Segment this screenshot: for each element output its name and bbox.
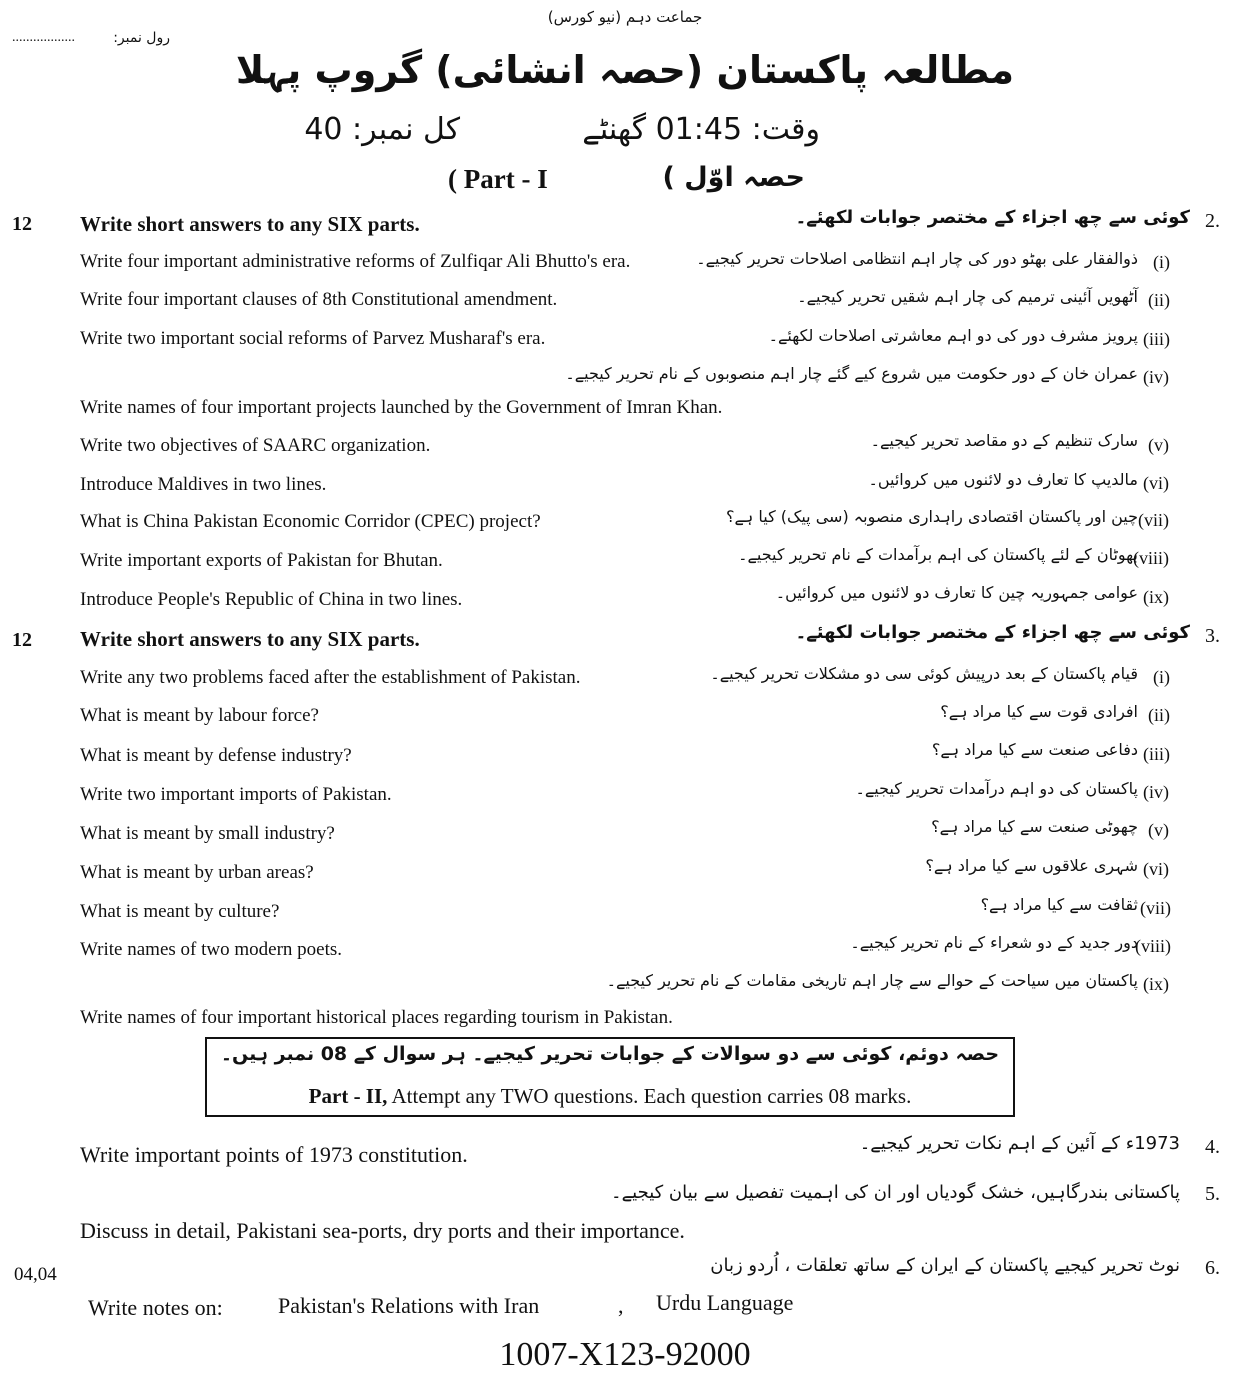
q3-part-vi-ur: شہری علاقوں سے کیا مراد ہے؟	[925, 856, 1138, 875]
part-two-label: Part - II,	[308, 1084, 388, 1108]
q3-part-vii-en: What is meant by culture?	[80, 901, 280, 922]
q6-marks: 04,04	[14, 1264, 57, 1285]
q2-part-viii-en: Write important exports of Pakistan for Bhutan.	[80, 550, 443, 571]
q3-marks: 12	[12, 629, 32, 651]
q3-part-vi-num: (vi)	[1143, 859, 1169, 879]
q3-part-iv-num: (iv)	[1143, 782, 1169, 802]
q6-topic-separator: ,	[618, 1293, 624, 1318]
q5-text-ur: پاکستانی بندرگاہیں، خشک گودیاں اور ان کی اہمیت تفصیل سے بیان کیجیے۔	[611, 1182, 1180, 1203]
q2-part-vi-ur: مالدیپ کا تعارف دو لائنوں میں کروائیں۔	[868, 470, 1138, 489]
q2-part-iv-ur: عمران خان کے دور حکومت میں شروع کیے گئے چار اہم منصوبوں کے نام تحریر کیجیے۔	[565, 364, 1138, 383]
q6-text-ur: نوٹ تحریر کیجیے پاکستان کے ایران کے ساتھ تعلقات ، اُردو زبان	[710, 1255, 1180, 1276]
q2-part-i-en: Write four important administrative reforms of Zulfiqar Ali Bhutto's era.	[80, 251, 631, 272]
q3-heading-ur: کوئی سے چھ اجزاء کے مختصر جوابات لکھئے۔	[795, 622, 1190, 643]
q3-part-viii-en: Write names of two modern poets.	[80, 939, 343, 960]
q2-part-viii-num: (viii)	[1133, 548, 1169, 568]
time-allowed: وقت: 01:45 گھنٹے	[582, 112, 820, 147]
q2-part-ii-en: Write four important clauses of 8th Constitutional amendment.	[80, 289, 558, 310]
q2-part-iii-num: (iii)	[1143, 329, 1170, 349]
q3-part-iv-en: Write two important imports of Pakistan.	[80, 784, 392, 805]
q6-notes-label: Write notes on:	[88, 1295, 223, 1320]
q3-part-v-num: (v)	[1148, 820, 1169, 840]
q2-part-vii-ur: چین اور پاکستان اقتصادی راہداری منصوبہ (سی پیک) کیا ہے؟	[726, 507, 1138, 526]
q2-part-vi-en: Introduce Maldives in two lines.	[80, 474, 327, 495]
q3-part-ii-num: (ii)	[1148, 705, 1170, 725]
q3-part-v-ur: چھوٹی صنعت سے کیا مراد ہے؟	[931, 817, 1138, 836]
q2-heading-ur: کوئی سے چھ اجزاء کے مختصر جوابات لکھئے۔	[795, 207, 1190, 228]
q4-text-ur: 1973ء کے آئین کے اہم نکات تحریر کیجیے۔	[859, 1133, 1180, 1154]
q3-part-vii-ur: ثقافت سے کیا مراد ہے؟	[980, 895, 1138, 914]
q2-part-iii-en: Write two important social reforms of Parvez Musharaf's era.	[80, 328, 546, 349]
q2-part-ix-en: Introduce People's Republic of China in two lines.	[80, 589, 463, 610]
q3-part-ii-ur: افرادی قوت سے کیا مراد ہے؟	[940, 702, 1138, 721]
q3-part-ix-ur: پاکستان میں سیاحت کے حوالے سے چار اہم تاریخی مقامات کے نام تحریر کیجیے۔	[606, 971, 1138, 990]
q2-part-v-ur: سارک تنظیم کے دو مقاصد تحریر کیجیے۔	[870, 431, 1138, 450]
q5-text-en: Discuss in detail, Pakistani sea-ports, dry ports and their importance.	[80, 1218, 685, 1243]
q6-topic-iran: Pakistan's Relations with Iran	[278, 1293, 540, 1318]
q2-part-v-num: (v)	[1148, 435, 1169, 455]
q3-part-iii-en: What is meant by defense industry?	[80, 745, 352, 766]
q6-topic-urdu-language: Urdu Language	[656, 1290, 794, 1315]
q4-text-en: Write important points of 1973 constitution.	[80, 1142, 468, 1167]
q2-part-iv-en: Write names of four important projects launched by the Government of Imran Khan.	[80, 397, 723, 418]
q2-part-i-ur: ذوالفقار علی بھٹو دور کی چار اہم انتظامی اصلاحات تحریر کیجیے۔	[696, 249, 1138, 268]
q2-part-ii-num: (ii)	[1148, 290, 1170, 310]
q3-part-iii-num: (iii)	[1143, 744, 1170, 764]
q2-part-v-en: Write two objectives of SAARC organization.	[80, 435, 431, 456]
q3-part-ix-num: (ix)	[1143, 974, 1169, 994]
part-one-heading-ur: حصہ اوّل )	[662, 162, 805, 193]
paper-title: مطالعہ پاکستان (حصہ انشائی) گروپ پہلا	[235, 48, 1015, 92]
q2-part-viii-ur: بھوٹان کے لئے پاکستان کی اہم برآمدات کے نام تحریر کیجیے۔	[738, 545, 1138, 564]
q3-part-ii-en: What is meant by labour force?	[80, 705, 319, 726]
part-two-instruction-text: Attempt any TWO questions. Each question carries 08 marks.	[387, 1084, 912, 1108]
q3-part-i-en: Write any two problems faced after the establishment of Pakistan.	[80, 667, 581, 688]
q3-part-i-num: (i)	[1153, 667, 1170, 687]
part-two-instructions-ur: حصہ دوئم، کوئی سے دو سوالات کے جوابات تحریر کیجیے۔ ہر سوال کے 08 نمبر ہیں۔	[220, 1043, 1000, 1065]
q6-number: 6.	[1205, 1257, 1220, 1279]
q3-part-i-ur: قیام پاکستان کے بعد درپیش کوئی سی دو مشکلات تحریر کیجیے۔	[710, 664, 1138, 683]
q5-number: 5.	[1205, 1183, 1220, 1205]
q3-part-iv-ur: پاکستان کی دو اہم درآمدات تحریر کیجیے۔	[855, 779, 1138, 798]
roll-number-blank: ..................	[12, 30, 75, 45]
q3-part-vi-en: What is meant by urban areas?	[80, 862, 314, 883]
q2-number: 2.	[1205, 210, 1220, 232]
q2-part-iv-num: (iv)	[1143, 367, 1169, 387]
q4-number: 4.	[1205, 1136, 1220, 1158]
part-one-heading-en: ( Part - I	[448, 164, 548, 194]
total-marks: کل نمبر: 40	[304, 112, 460, 147]
q2-part-iii-ur: پرویز مشرف دور کی دو اہم معاشرتی اصلاحات لکھئے۔	[768, 326, 1138, 345]
q2-part-vi-num: (vi)	[1143, 473, 1169, 493]
q2-part-i-num: (i)	[1153, 252, 1170, 272]
class-line: جماعت دہم (نیو کورس)	[547, 8, 703, 26]
q3-part-iii-ur: دفاعی صنعت سے کیا مراد ہے؟	[931, 740, 1138, 759]
q3-part-viii-num: (viii)	[1135, 936, 1171, 956]
q2-part-ix-num: (ix)	[1143, 587, 1169, 607]
q2-part-vii-num: (vii)	[1138, 510, 1169, 530]
q3-part-v-en: What is meant by small industry?	[80, 823, 335, 844]
paper-code: 1007-X123-92000	[499, 1336, 751, 1373]
q3-part-viii-ur: دور جدید کے دو شعراء کے نام تحریر کیجیے۔	[850, 933, 1138, 952]
roll-number-label: رول نمبر:	[113, 30, 170, 46]
q3-part-ix-en: Write names of four important historical places regarding tourism in Pakistan.	[80, 1007, 673, 1028]
part-two-instructions-en	[205, 1084, 1015, 1109]
q3-number: 3.	[1205, 625, 1220, 647]
q2-heading-en: Write short answers to any SIX parts.	[80, 212, 420, 236]
q2-part-ii-ur: آٹھویں آئینی ترمیم کی چار اہم شقیں تحریر کیجیے۔	[797, 287, 1138, 306]
q2-part-ix-ur: عوامی جمہوریہ چین کا تعارف دو لائنوں میں کروائیں۔	[775, 583, 1138, 602]
q2-marks: 12	[12, 213, 32, 235]
q2-part-vii-en: What is China Pakistan Economic Corridor (CPEC) project?	[80, 511, 541, 532]
q3-heading-en: Write short answers to any SIX parts.	[80, 627, 420, 651]
q3-part-vii-num: (vii)	[1140, 898, 1171, 918]
